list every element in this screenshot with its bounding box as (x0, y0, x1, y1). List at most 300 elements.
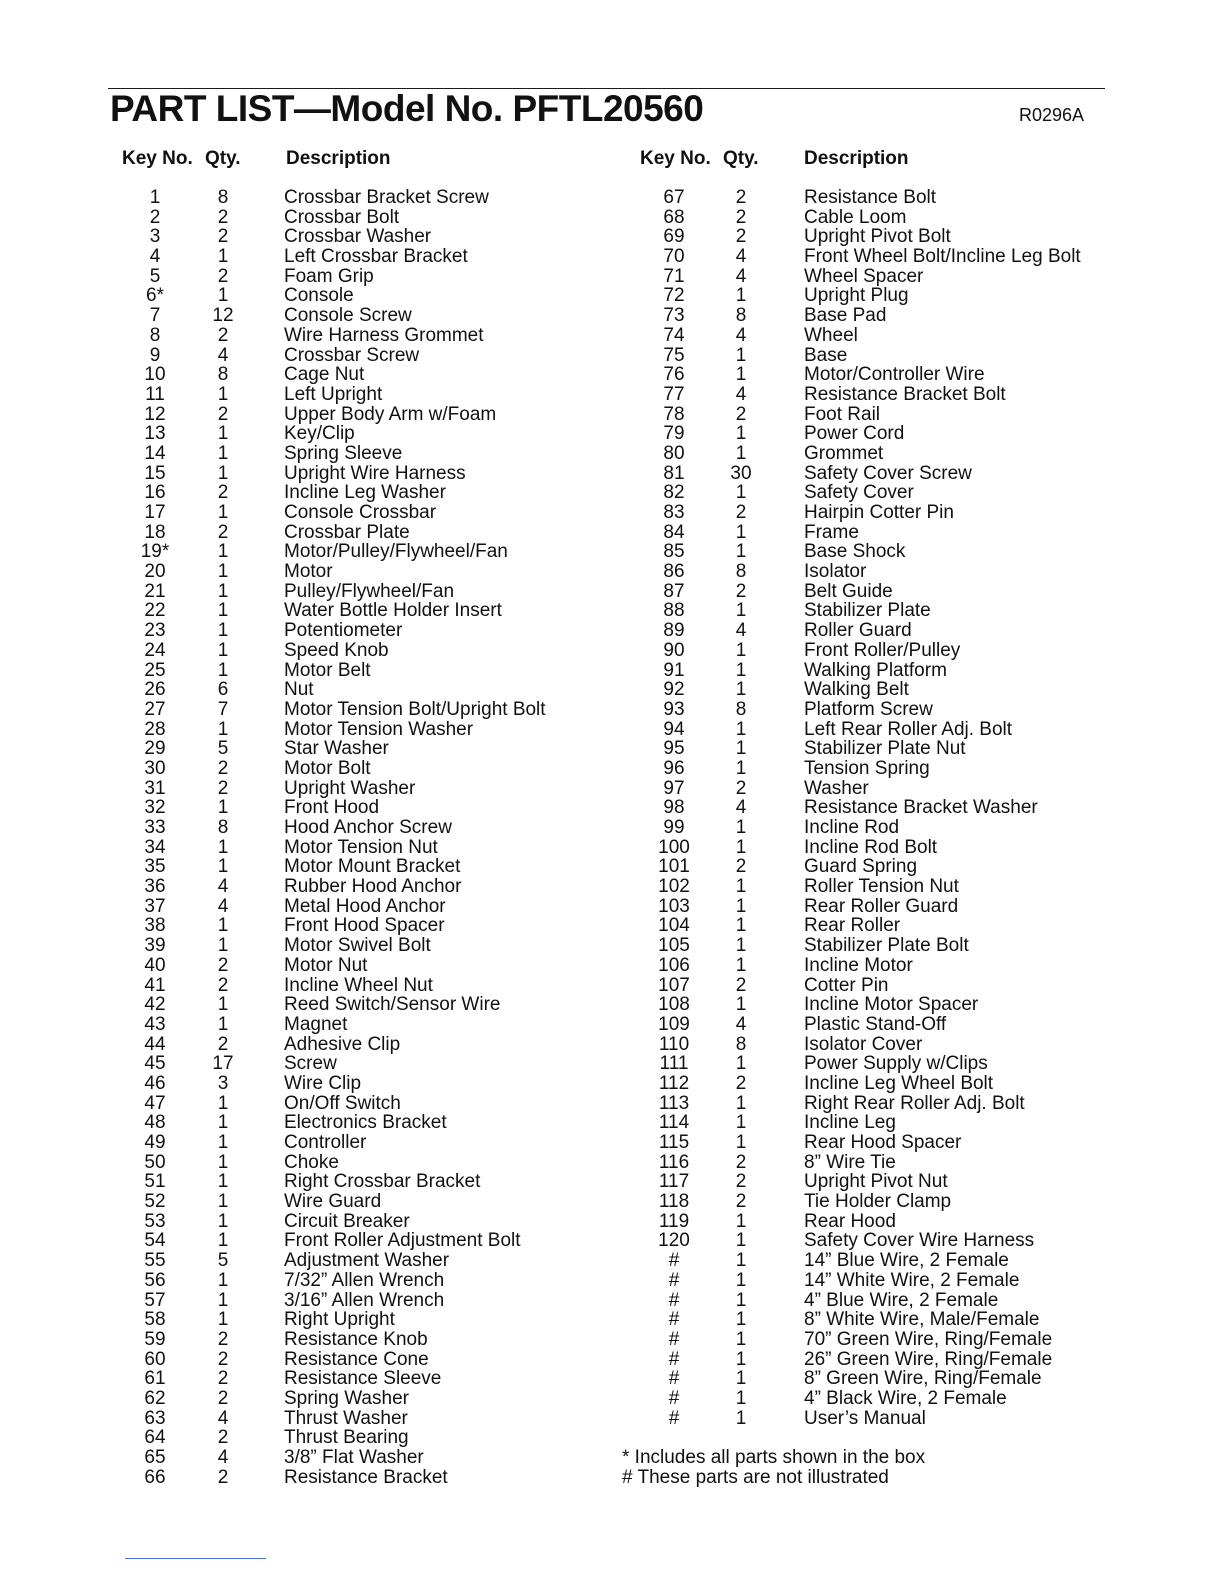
part-key-no: 7 (149, 305, 161, 327)
right-header-qty: Qty. (723, 148, 759, 169)
part-description: Adjustment Washer (284, 1250, 450, 1272)
part-description: Incline Motor Spacer (804, 994, 979, 1016)
part-key-no: 91 (663, 659, 685, 681)
part-description: Resistance Cone (284, 1348, 429, 1370)
part-description: Spring Sleeve (284, 442, 403, 464)
part-key-no: 104 (658, 915, 690, 937)
part-qty: 1 (735, 521, 747, 543)
part-key-no: 94 (663, 718, 685, 740)
part-description: Rear Hood (804, 1210, 896, 1232)
part-key-no: 99 (663, 817, 685, 838)
part-key-no: 49 (144, 1132, 166, 1153)
part-qty: 1 (735, 1407, 747, 1429)
part-description: Foot Rail (804, 403, 881, 425)
part-qty: 1 (735, 876, 747, 898)
part-qty: 1 (217, 541, 229, 563)
part-qty: 2 (735, 856, 747, 878)
part-qty: 8 (735, 698, 747, 720)
part-description: Cotter Pin (804, 974, 889, 996)
part-key-no: 21 (144, 580, 166, 602)
part-description: Motor Mount Bracket (284, 856, 461, 878)
part-key-no: # (668, 1269, 680, 1291)
part-key-no: 111 (659, 1053, 689, 1075)
part-description: Front Hood Spacer (284, 915, 445, 937)
part-qty: 1 (217, 1230, 229, 1252)
part-qty: 2 (217, 1348, 229, 1370)
part-key-no: 31 (144, 777, 166, 799)
part-qty: 2 (735, 226, 747, 248)
footnote-asterisk: * Includes all parts shown in the box (622, 1447, 926, 1468)
part-qty: 1 (217, 1092, 229, 1114)
part-qty: 1 (735, 1053, 747, 1075)
right-header-key-no: Key No. (640, 148, 711, 169)
part-key-no: 22 (144, 600, 166, 622)
part-description: Grommet (804, 442, 884, 464)
part-qty: 2 (735, 777, 747, 799)
part-key-no: 29 (144, 738, 166, 760)
part-description: Upper Body Arm w/Foam (284, 403, 497, 425)
part-key-no: 53 (144, 1210, 166, 1232)
part-description: 26” Green Wire, Ring/Female (804, 1348, 1053, 1370)
part-key-no: 23 (144, 620, 166, 642)
part-qty: 1 (217, 659, 229, 681)
part-description: Motor Bolt (284, 757, 371, 779)
part-key-no: 103 (658, 895, 690, 917)
part-description: Wheel Spacer (804, 265, 924, 287)
part-qty: 30 (730, 462, 752, 484)
part-description: Upright Wire Harness (284, 462, 466, 484)
part-key-no: 66 (144, 1466, 166, 1488)
part-description: Tension Spring (804, 757, 930, 779)
part-qty: 1 (217, 718, 229, 740)
part-description: Rear Hood Spacer (804, 1132, 962, 1153)
page-title: PART LIST—Model No. PFTL20560 (110, 88, 704, 129)
part-qty: 1 (735, 1368, 747, 1390)
part-key-no: 63 (144, 1407, 166, 1429)
left-header-qty: Qty. (205, 148, 241, 169)
part-description: Resistance Bracket Bolt (804, 383, 1006, 405)
part-description: Resistance Bracket (284, 1466, 448, 1488)
part-qty: 4 (735, 1013, 747, 1035)
part-qty: 1 (735, 757, 747, 779)
part-qty: 2 (217, 1368, 229, 1390)
part-key-no: 74 (663, 324, 685, 346)
part-description: Motor Belt (284, 659, 371, 681)
part-qty: 5 (217, 738, 229, 760)
part-qty: 1 (735, 1289, 747, 1311)
part-qty: 1 (735, 1132, 747, 1153)
part-description: Electronics Bracket (284, 1112, 447, 1134)
part-key-no: 95 (663, 738, 685, 760)
part-description: Front Wheel Bolt/Incline Leg Bolt (804, 246, 1081, 268)
part-qty: 1 (217, 1210, 229, 1232)
part-description: Rear Roller (804, 915, 901, 937)
bottom-rule (125, 1558, 266, 1559)
part-qty: 1 (217, 561, 229, 583)
part-description: Incline Leg (804, 1112, 896, 1134)
part-description: Thrust Bearing (284, 1427, 409, 1449)
right-header-description: Description (804, 148, 909, 169)
part-key-no: 83 (663, 502, 685, 523)
part-key-no: 39 (144, 935, 166, 957)
part-key-no: 77 (663, 383, 685, 405)
part-qty: 1 (217, 442, 229, 464)
part-qty: 2 (735, 580, 747, 602)
part-qty: 8 (735, 1033, 747, 1055)
part-description: Cable Loom (804, 206, 907, 228)
part-key-no: 20 (144, 561, 166, 583)
part-qty: 1 (217, 797, 229, 819)
part-key-no: 88 (663, 600, 685, 622)
part-description: Base Pad (804, 305, 887, 327)
part-description: Power Cord (804, 423, 905, 445)
part-description: Front Roller/Pulley (804, 639, 961, 661)
part-key-no: 55 (144, 1250, 166, 1272)
part-key-no: 46 (144, 1072, 166, 1094)
part-description: Stabilizer Plate Nut (804, 738, 966, 760)
part-description: Base Shock (804, 541, 906, 563)
part-qty: 4 (735, 797, 747, 819)
part-description: Metal Hood Anchor (284, 895, 446, 917)
part-qty: 4 (217, 1447, 229, 1468)
part-qty: 1 (217, 1151, 229, 1173)
part-qty: 4 (217, 876, 229, 898)
part-qty: 1 (217, 1132, 229, 1153)
part-key-no: 62 (144, 1387, 166, 1409)
part-qty: 2 (217, 757, 229, 779)
part-description: Walking Platform (804, 659, 947, 681)
part-key-no: 120 (658, 1230, 690, 1252)
part-description: Incline Leg Wheel Bolt (804, 1072, 994, 1094)
part-description: Base (804, 344, 848, 366)
part-description: Thrust Washer (284, 1407, 408, 1429)
part-qty: 2 (735, 1191, 747, 1213)
part-description: Water Bottle Holder Insert (284, 600, 502, 622)
part-qty: 2 (735, 1151, 747, 1173)
part-key-no: 76 (663, 364, 685, 386)
part-description: Crossbar Screw (284, 344, 420, 366)
part-qty: 2 (735, 974, 747, 996)
part-key-no: # (668, 1250, 680, 1272)
part-key-no: 9 (149, 344, 161, 366)
part-description: Resistance Sleeve (284, 1368, 442, 1390)
part-qty: 1 (735, 1112, 747, 1134)
part-description: Circuit Breaker (284, 1210, 410, 1232)
part-key-no: # (668, 1309, 680, 1331)
part-description: Magnet (284, 1013, 348, 1035)
part-qty: 4 (735, 324, 747, 346)
part-qty: 1 (735, 994, 747, 1016)
part-qty: 5 (217, 1250, 229, 1272)
part-key-no: 109 (658, 1013, 690, 1035)
document-code: R0296A (1019, 105, 1085, 125)
part-qty: 1 (735, 285, 747, 307)
part-key-no: 84 (663, 521, 685, 543)
part-key-no: 43 (144, 1013, 166, 1035)
part-qty: 8 (217, 364, 229, 386)
part-key-no: 78 (663, 403, 685, 425)
part-qty: 1 (735, 718, 747, 740)
part-description: 4” Blue Wire, 2 Female (804, 1289, 999, 1311)
part-qty: 1 (735, 1309, 747, 1331)
part-description: Reed Switch/Sensor Wire (284, 994, 501, 1016)
part-description: Upright Pivot Nut (804, 1171, 948, 1193)
part-key-no: 28 (144, 718, 166, 740)
part-key-no: 65 (144, 1447, 166, 1468)
part-qty: 1 (735, 954, 747, 976)
part-qty: 1 (217, 1309, 229, 1331)
part-key-no: 85 (663, 541, 685, 563)
part-qty: 1 (735, 915, 747, 937)
part-qty: 2 (217, 403, 229, 425)
part-key-no: 54 (144, 1230, 166, 1252)
part-description: Frame (804, 521, 859, 543)
part-qty: 4 (217, 1407, 229, 1429)
part-description: Console (284, 285, 354, 307)
part-description: User’s Manual (804, 1407, 926, 1429)
part-qty: 1 (735, 1092, 747, 1114)
part-qty: 1 (217, 580, 229, 602)
part-qty: 2 (217, 482, 229, 504)
part-description: 8” Wire Tie (804, 1151, 896, 1173)
part-qty: 1 (735, 482, 747, 504)
part-qty: 1 (735, 1210, 747, 1232)
part-key-no: 18 (144, 521, 166, 543)
part-key-no: 19* (140, 541, 170, 563)
part-qty: 1 (217, 383, 229, 405)
part-description: Walking Belt (804, 679, 909, 701)
part-key-no: 44 (144, 1033, 166, 1055)
part-qty: 1 (217, 639, 229, 661)
part-qty: 1 (735, 817, 747, 838)
part-qty: 1 (217, 285, 229, 307)
part-key-no: 119 (658, 1210, 690, 1232)
part-qty: 12 (212, 305, 234, 327)
part-description: Isolator Cover (804, 1033, 923, 1055)
part-key-no: 81 (663, 462, 685, 484)
part-qty: 1 (735, 600, 747, 622)
part-description: Incline Leg Washer (284, 482, 446, 504)
part-description: 3/16” Allen Wrench (284, 1289, 445, 1311)
part-qty: 1 (735, 541, 747, 563)
part-key-no: 1 (149, 187, 161, 208)
part-qty: 4 (735, 246, 747, 268)
part-qty: 7 (217, 698, 229, 720)
part-description: Incline Motor (804, 954, 913, 976)
part-key-no: 14 (144, 442, 166, 464)
part-description: Console Crossbar (284, 502, 437, 523)
part-key-no: 96 (663, 757, 685, 779)
part-key-no: 33 (144, 817, 166, 838)
part-key-no: 86 (663, 561, 685, 583)
part-key-no: 98 (663, 797, 685, 819)
part-key-no: 17 (144, 502, 166, 523)
part-qty: 1 (217, 836, 229, 858)
part-key-no: 105 (658, 935, 690, 957)
part-key-no: # (668, 1348, 680, 1370)
part-description: 14” White Wire, 2 Female (804, 1269, 1020, 1291)
part-key-no: 58 (144, 1309, 166, 1331)
part-description: Star Washer (284, 738, 389, 760)
part-key-no: 3 (149, 226, 161, 248)
part-description: Safety Cover (804, 482, 914, 504)
part-key-no: # (668, 1328, 680, 1350)
part-description: Rubber Hood Anchor (284, 876, 462, 898)
part-key-no: 12 (144, 403, 166, 425)
part-description: Left Crossbar Bracket (284, 246, 468, 268)
part-description: Motor Swivel Bolt (284, 935, 431, 957)
part-qty: 1 (217, 1013, 229, 1035)
part-description: Controller (284, 1132, 367, 1153)
part-description: Console Screw (284, 305, 412, 327)
part-key-no: 118 (658, 1191, 690, 1213)
part-key-no: 38 (144, 915, 166, 937)
part-key-no: 59 (144, 1328, 166, 1350)
part-qty: 2 (217, 1033, 229, 1055)
part-key-no: 73 (663, 305, 685, 327)
part-key-no: 107 (658, 974, 690, 996)
part-description: Resistance Bolt (804, 187, 937, 208)
part-qty: 1 (217, 1112, 229, 1134)
part-qty: 1 (217, 994, 229, 1016)
part-qty: 1 (217, 935, 229, 957)
part-key-no: 30 (144, 757, 166, 779)
part-qty: 8 (217, 817, 229, 838)
part-description: Incline Wheel Nut (284, 974, 433, 996)
part-key-no: 69 (663, 226, 685, 248)
part-qty: 1 (217, 856, 229, 878)
part-key-no: # (668, 1289, 680, 1311)
part-key-no: # (668, 1368, 680, 1390)
part-description: Power Supply w/Clips (804, 1053, 988, 1075)
part-key-no: 101 (658, 856, 690, 878)
part-key-no: 4 (149, 246, 161, 268)
part-qty: 1 (217, 915, 229, 937)
part-description: Motor/Controller Wire (804, 364, 985, 386)
part-qty: 1 (217, 1191, 229, 1213)
part-description: Roller Tension Nut (804, 876, 959, 898)
part-key-no: 112 (658, 1072, 690, 1094)
part-description: Right Upright (284, 1309, 395, 1331)
part-description: Pulley/Flywheel/Fan (284, 580, 455, 602)
part-key-no: 87 (663, 580, 685, 602)
part-description: Foam Grip (284, 265, 374, 287)
part-key-no: 27 (144, 698, 166, 720)
part-key-no: 45 (144, 1053, 166, 1075)
part-description: Hood Anchor Screw (284, 817, 452, 838)
part-qty: 2 (735, 206, 747, 228)
part-description: 8” Green Wire, Ring/Female (804, 1368, 1042, 1390)
part-key-no: 57 (144, 1289, 166, 1311)
part-description: Key/Clip (284, 423, 355, 445)
part-key-no: 114 (658, 1112, 690, 1134)
part-description: Cage Nut (284, 364, 365, 386)
part-description: Isolator (804, 561, 867, 583)
part-key-no: 16 (144, 482, 166, 504)
part-description: Roller Guard (804, 620, 912, 642)
part-description: Right Rear Roller Adj. Bolt (804, 1092, 1025, 1114)
part-qty: 2 (735, 1171, 747, 1193)
part-key-no: 100 (658, 836, 690, 858)
part-key-no: 15 (144, 462, 166, 484)
part-qty: 1 (735, 935, 747, 957)
part-key-no: 52 (144, 1191, 166, 1213)
part-qty: 2 (217, 974, 229, 996)
part-qty: 3 (217, 1072, 229, 1094)
part-key-no: 25 (144, 659, 166, 681)
part-qty: 2 (217, 265, 229, 287)
part-key-no: 8 (149, 324, 161, 346)
part-key-no: 92 (663, 679, 685, 701)
part-key-no: 97 (663, 777, 685, 799)
part-qty: 6 (217, 679, 229, 701)
part-key-no: 61 (144, 1368, 166, 1390)
part-qty: 1 (735, 1230, 747, 1252)
part-key-no: 115 (658, 1132, 690, 1153)
part-description: Wire Harness Grommet (284, 324, 484, 346)
part-qty: 1 (735, 1348, 747, 1370)
part-key-no: 24 (144, 639, 166, 661)
part-key-no: 56 (144, 1269, 166, 1291)
part-qty: 2 (735, 187, 747, 208)
part-description: Wire Guard (284, 1191, 382, 1213)
part-description: 4” Black Wire, 2 Female (804, 1387, 1007, 1409)
part-description: Motor Tension Nut (284, 836, 438, 858)
part-qty: 1 (735, 442, 747, 464)
part-qty: 1 (735, 364, 747, 386)
part-key-no: 89 (663, 620, 685, 642)
part-description: Crossbar Plate (284, 521, 410, 543)
part-key-no: 47 (144, 1092, 166, 1114)
part-key-no: 79 (663, 423, 685, 445)
footnote-hash: # These parts are not illustrated (622, 1467, 889, 1488)
part-qty: 8 (735, 561, 747, 583)
part-description: Nut (284, 679, 314, 701)
part-key-no: 41 (144, 974, 166, 996)
part-description: Motor/Pulley/Flywheel/Fan (284, 541, 508, 563)
part-qty: 1 (735, 895, 747, 917)
part-key-no: 80 (663, 442, 685, 464)
part-qty: 4 (735, 265, 747, 287)
part-description: Safety Cover Screw (804, 462, 972, 484)
part-key-no: 6* (146, 285, 164, 307)
part-key-no: 110 (658, 1033, 690, 1055)
part-qty: 2 (217, 521, 229, 543)
part-qty: 2 (217, 1387, 229, 1409)
part-qty: 4 (735, 620, 747, 642)
part-description: Washer (804, 777, 869, 799)
part-description: On/Off Switch (284, 1092, 401, 1114)
part-qty: 1 (735, 738, 747, 760)
part-qty: 1 (217, 620, 229, 642)
part-key-no: 113 (658, 1092, 690, 1114)
part-description: Tie Holder Clamp (804, 1191, 952, 1213)
part-key-no: 60 (144, 1348, 166, 1370)
part-key-no: 35 (144, 856, 166, 878)
part-qty: 4 (217, 344, 229, 366)
part-key-no: 117 (658, 1171, 690, 1193)
part-qty: 1 (217, 462, 229, 484)
part-description: 14” Blue Wire, 2 Female (804, 1250, 1009, 1272)
part-qty: 1 (735, 639, 747, 661)
part-description: Potentiometer (284, 620, 403, 642)
part-description: Motor Tension Washer (284, 718, 474, 740)
part-description: Resistance Bracket Washer (804, 797, 1038, 819)
part-description: Crossbar Washer (284, 226, 432, 248)
part-key-no: 72 (663, 285, 685, 307)
part-key-no: 13 (144, 423, 166, 445)
part-key-no: 70 (663, 246, 685, 268)
